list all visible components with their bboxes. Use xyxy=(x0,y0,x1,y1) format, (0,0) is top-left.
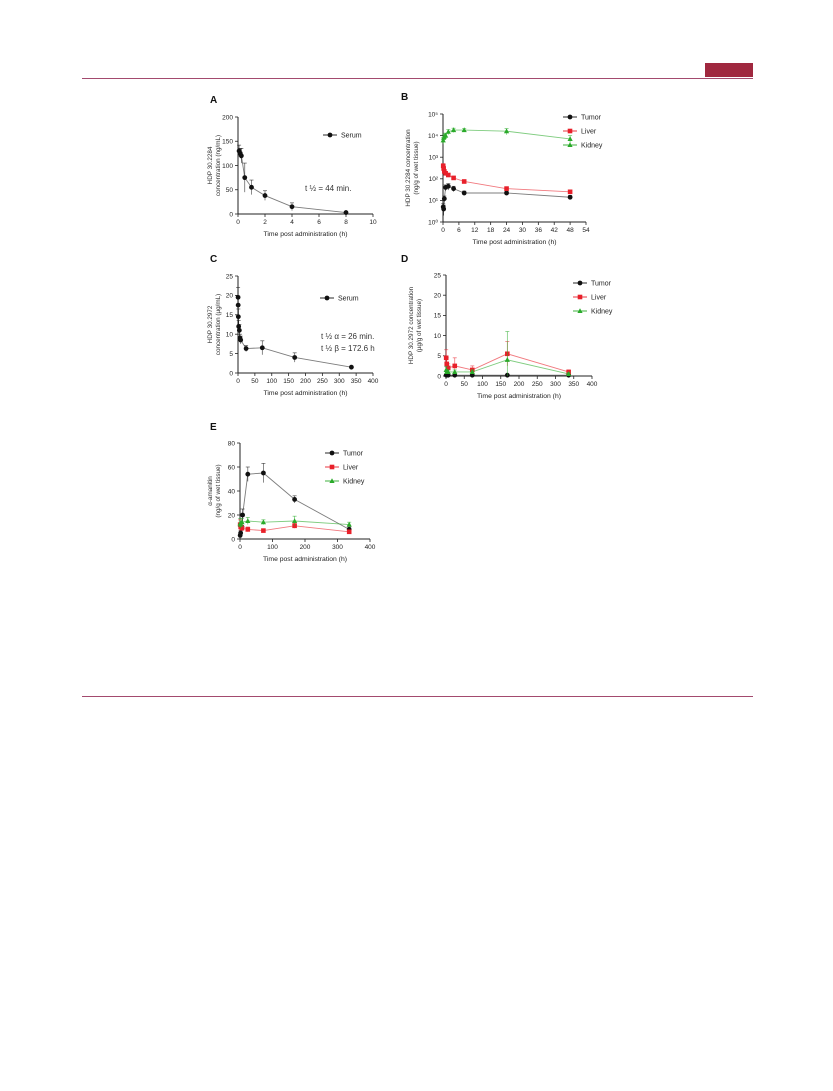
series-serum xyxy=(237,145,352,215)
legend-label: Tumor xyxy=(343,450,363,458)
x-tick-label: 0 xyxy=(236,378,240,385)
x-tick-label: 300 xyxy=(333,378,345,385)
data-point xyxy=(245,518,250,523)
x-axis-label: Time post administration (h) xyxy=(477,393,561,400)
legend-marker xyxy=(328,133,333,138)
y-tick-label: 0 xyxy=(229,211,233,219)
series-serum xyxy=(236,288,354,370)
y-axis-label: HDP 30.2972 xyxy=(207,305,214,344)
x-tick-label: 0 xyxy=(444,381,448,388)
data-point xyxy=(292,518,297,523)
data-point xyxy=(568,195,573,200)
data-point xyxy=(263,193,268,198)
data-point xyxy=(249,185,254,190)
data-point xyxy=(462,191,467,196)
data-point xyxy=(462,179,467,184)
data-point xyxy=(261,471,266,476)
y-tick-label: 10¹ xyxy=(428,197,438,205)
y-tick-label: 0 xyxy=(231,536,235,544)
y-axis-label: concentration (ng/mL) xyxy=(215,134,222,197)
y-tick-label: 80 xyxy=(227,440,235,448)
legend-marker xyxy=(330,451,335,456)
y-tick-label: 10⁴ xyxy=(427,132,438,140)
data-point xyxy=(237,328,242,333)
data-point xyxy=(238,338,243,343)
legend-label: Liver xyxy=(581,128,597,136)
data-point xyxy=(446,184,451,189)
chart-panel-d xyxy=(401,254,613,400)
x-tick-label: 250 xyxy=(531,381,543,388)
y-tick-label: 5 xyxy=(437,353,441,361)
chart-panel-a xyxy=(207,95,377,238)
data-point xyxy=(441,207,446,212)
x-tick-label: 36 xyxy=(534,227,542,234)
legend-marker xyxy=(330,465,335,470)
data-point xyxy=(292,355,297,360)
legend-label: Serum xyxy=(338,295,359,303)
panel-label: A xyxy=(210,95,218,106)
legend-marker xyxy=(568,129,573,134)
legend-label: Tumor xyxy=(591,280,611,288)
panel-label: D xyxy=(401,254,409,265)
y-tick-label: 5 xyxy=(229,350,233,358)
data-point xyxy=(347,530,352,535)
data-point xyxy=(349,365,354,370)
x-tick-label: 300 xyxy=(550,381,561,388)
chart-panel-b xyxy=(401,92,603,246)
x-tick-label: 100 xyxy=(267,544,278,551)
y-tick-label: 50 xyxy=(225,187,233,195)
y-axis-label: (µg/g of wet tissue) xyxy=(416,298,423,353)
y-tick-label: 10³ xyxy=(428,154,438,162)
chart-panel-e xyxy=(207,422,376,563)
y-tick-label: 20 xyxy=(433,292,441,300)
data-point xyxy=(452,364,457,369)
x-tick-label: 400 xyxy=(364,544,376,551)
legend-label: Tumor xyxy=(581,114,601,122)
panel-label: C xyxy=(210,254,218,265)
x-tick-label: 350 xyxy=(350,378,362,385)
data-point xyxy=(245,472,250,477)
data-point xyxy=(444,356,449,361)
data-point xyxy=(236,303,241,308)
y-tick-label: 15 xyxy=(433,312,441,320)
x-tick-label: 50 xyxy=(251,378,259,385)
y-axis-label: HDP 30.2284 concentration xyxy=(405,129,412,207)
x-tick-label: 0 xyxy=(441,227,445,234)
x-tick-label: 8 xyxy=(344,219,348,226)
x-axis-label: Time post administration (h) xyxy=(263,231,348,238)
y-tick-label: 0 xyxy=(437,373,441,381)
x-tick-label: 300 xyxy=(332,544,343,551)
y-axis-label: HDP 30.2284 xyxy=(207,146,214,185)
legend-marker xyxy=(578,281,583,286)
panel-label: E xyxy=(210,422,217,433)
annotation: t ½ = 44 min. xyxy=(305,184,352,193)
x-tick-label: 6 xyxy=(317,219,321,226)
x-axis-label: Time post administration (h) xyxy=(472,239,557,246)
data-point xyxy=(246,527,251,532)
y-axis-label: α-amanitin xyxy=(207,476,214,506)
x-tick-label: 30 xyxy=(518,227,527,234)
data-point xyxy=(260,345,265,350)
x-tick-label: 200 xyxy=(513,381,525,388)
x-tick-label: 54 xyxy=(582,227,590,234)
legend-label: Liver xyxy=(343,464,359,472)
legend-label: Serum xyxy=(341,132,362,140)
y-tick-label: 10 xyxy=(225,331,233,339)
data-point xyxy=(236,295,241,300)
x-tick-label: 4 xyxy=(290,219,294,226)
x-tick-label: 50 xyxy=(460,381,468,388)
data-point xyxy=(290,204,295,209)
y-axis-label: HDP 30.2972 concentration xyxy=(408,286,415,365)
data-point xyxy=(261,528,266,533)
x-axis-label: Time post administration (h) xyxy=(263,556,347,563)
data-point xyxy=(446,173,451,178)
x-tick-label: 150 xyxy=(495,381,507,388)
legend-label: Kidney xyxy=(343,478,365,486)
data-point xyxy=(344,210,349,215)
y-tick-label: 25 xyxy=(225,273,233,281)
series-kidney xyxy=(444,332,572,376)
data-point xyxy=(238,531,243,536)
y-tick-label: 25 xyxy=(433,272,441,280)
x-tick-label: 150 xyxy=(283,378,295,385)
series-kidney xyxy=(441,127,573,144)
data-point xyxy=(236,314,241,319)
data-point xyxy=(292,497,297,502)
legend-marker xyxy=(568,115,573,120)
data-point xyxy=(442,196,447,201)
x-tick-label: 250 xyxy=(316,378,328,385)
legend-marker xyxy=(325,296,330,301)
x-tick-label: 400 xyxy=(586,381,598,388)
data-point xyxy=(242,175,247,180)
data-point xyxy=(505,357,510,362)
x-tick-label: 2 xyxy=(263,219,267,226)
y-axis-label: concentration (µg/mL) xyxy=(215,293,222,356)
chart-panel-c xyxy=(207,254,379,397)
x-tick-label: 100 xyxy=(477,381,488,388)
y-tick-label: 10² xyxy=(428,176,438,184)
x-tick-label: 200 xyxy=(300,378,311,385)
series-liver xyxy=(441,163,572,194)
x-tick-label: 100 xyxy=(266,378,278,385)
x-tick-label: 24 xyxy=(502,227,511,234)
y-tick-label: 10⁵ xyxy=(428,111,438,119)
x-tick-label: 6 xyxy=(457,227,461,234)
series-line xyxy=(239,151,346,213)
annotation: t ½ β = 172.6 h xyxy=(321,344,375,353)
x-axis-label: Time post administration (h) xyxy=(263,390,348,397)
y-tick-label: 60 xyxy=(227,464,235,472)
x-tick-label: 400 xyxy=(367,378,379,385)
data-point xyxy=(451,176,456,181)
y-tick-label: 40 xyxy=(227,488,235,496)
y-axis-label: (ng/g of wet tissue) xyxy=(215,464,222,518)
panel-label: B xyxy=(401,92,409,103)
data-point xyxy=(444,362,449,367)
y-tick-label: 100 xyxy=(222,162,233,170)
y-tick-label: 150 xyxy=(222,138,233,146)
x-tick-label: 200 xyxy=(299,544,311,551)
x-tick-label: 18 xyxy=(487,227,495,234)
legend-label: Kidney xyxy=(581,142,603,150)
y-tick-label: 10⁰ xyxy=(428,219,438,227)
y-tick-label: 15 xyxy=(225,312,233,320)
y-tick-label: 20 xyxy=(225,292,233,300)
x-tick-label: 42 xyxy=(550,227,558,234)
data-point xyxy=(240,513,245,518)
y-axis-label: (ng/g of wet tissue) xyxy=(413,141,420,195)
data-point xyxy=(451,186,456,191)
data-point xyxy=(504,186,509,191)
x-tick-label: 12 xyxy=(471,227,479,234)
x-tick-label: 48 xyxy=(566,227,574,234)
y-tick-label: 20 xyxy=(227,512,235,520)
annotation: t ½ α = 26 min. xyxy=(321,332,375,341)
data-point xyxy=(239,153,244,158)
data-point xyxy=(504,191,509,196)
y-tick-label: 0 xyxy=(229,370,233,378)
y-tick-label: 200 xyxy=(222,114,233,122)
x-tick-label: 10 xyxy=(369,219,377,226)
legend-marker xyxy=(578,295,583,300)
data-point xyxy=(568,190,573,195)
legend-label: Kidney xyxy=(591,308,613,316)
legend-label: Liver xyxy=(591,294,607,302)
data-point xyxy=(244,346,249,351)
y-tick-label: 10 xyxy=(433,332,441,340)
x-tick-label: 0 xyxy=(236,219,240,226)
x-tick-label: 0 xyxy=(238,544,242,551)
x-tick-label: 350 xyxy=(568,381,580,388)
